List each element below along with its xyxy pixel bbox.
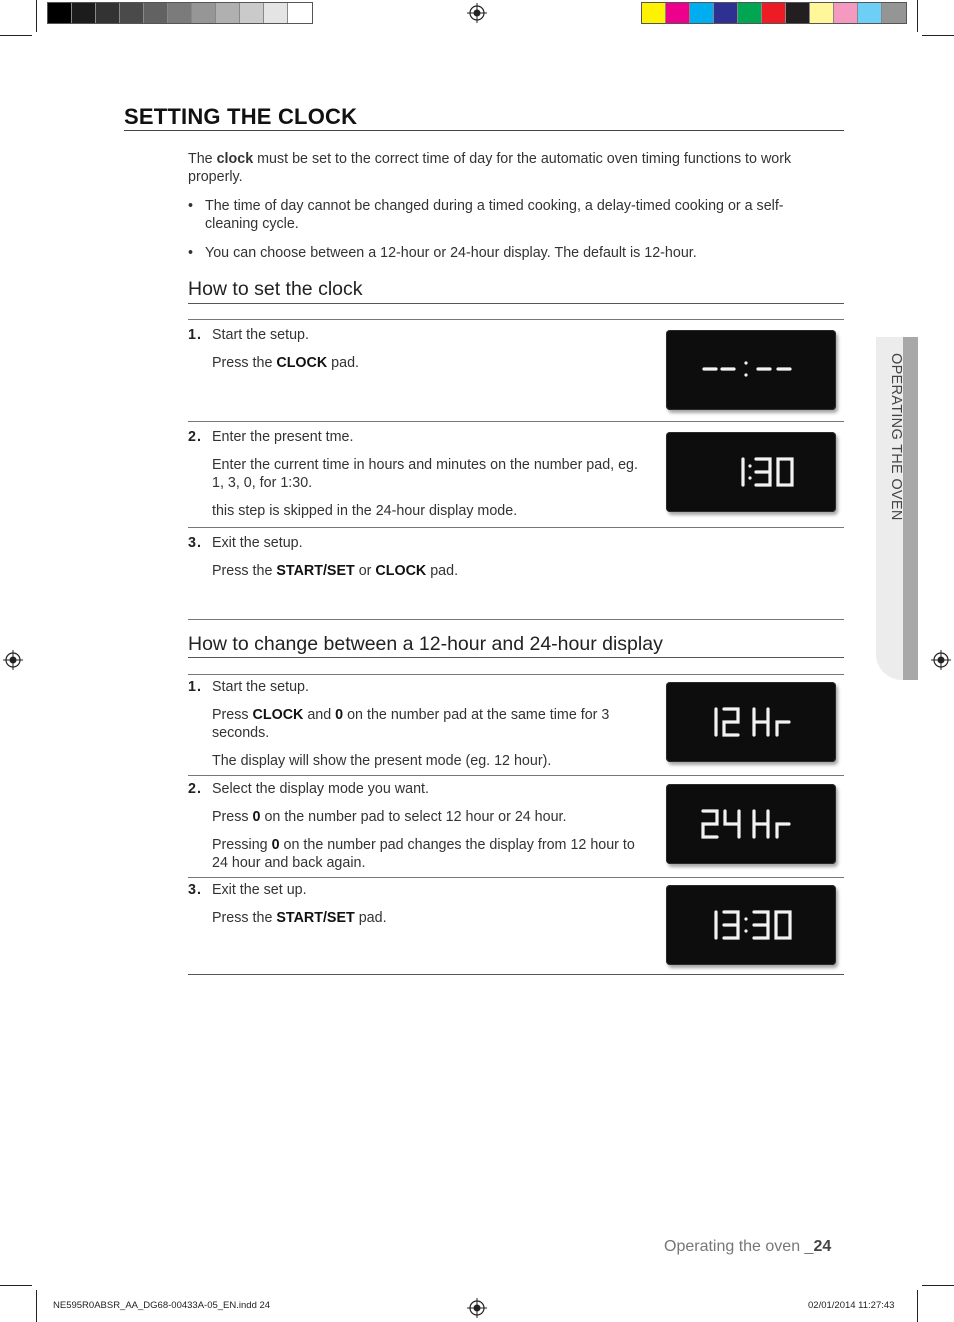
registration-mark-icon	[3, 650, 23, 670]
color-swatch	[642, 3, 666, 23]
color-swatch	[810, 3, 834, 23]
intro-paragraph: The clock must be set to the correct time of day for the automatic oven timing functions to work properly.	[188, 151, 792, 185]
color-swatch	[144, 3, 168, 23]
color-swatch	[666, 3, 690, 23]
step-1-change-display: 1 . Start the setup. Press CLOCK and 0 on the number pad at the same time for 3 seconds. The display will show the present mode (eg. 12 hour).	[188, 679, 610, 769]
registration-mark-icon	[467, 3, 487, 23]
color-swatch	[882, 3, 906, 23]
color-swatch	[786, 3, 810, 23]
section-heading-change-display: How to change between a 12-hour and 24-hour display	[188, 633, 663, 655]
section-rule	[188, 303, 844, 304]
color-swatch	[264, 3, 288, 23]
process-color-bar	[641, 2, 907, 24]
crop-mark	[917, 0, 918, 32]
chapter-side-tab-label: OPERATING THE OVEN	[888, 353, 904, 521]
title-rule	[124, 130, 844, 131]
color-swatch	[120, 3, 144, 23]
crop-mark	[922, 35, 954, 36]
step-divider	[188, 421, 844, 422]
page-title: SETTING THE CLOCK	[124, 104, 358, 129]
step-divider	[188, 775, 844, 776]
oven-display-13-30	[666, 885, 836, 965]
crop-mark	[922, 1285, 954, 1286]
page-footer: Operating the oven _24	[664, 1238, 832, 1255]
step-2-change-display: 2 . Select the display mode you want. Press 0 on the number pad to select 12 hour or 24 hour. Pressing 0 on the number pad changes the display from 12 hour to 24 hour and back again.	[188, 781, 635, 871]
bullet-item: • The time of day cannot be changed during a timed cooking, a delay-timed cooking or a self-cleaning cycle.	[188, 198, 784, 232]
crop-mark	[0, 1285, 32, 1286]
section-rule	[188, 657, 844, 658]
step-2-set-clock: 2 . Enter the present tme. Enter the current time in hours and minutes on the number pad, eg. 1, 3, 0, for 1:30. this step is skipped in the 24-hour display mode.	[188, 429, 638, 519]
color-swatch	[216, 3, 240, 23]
step-divider	[188, 674, 844, 675]
page-number: 24	[813, 1238, 832, 1255]
color-swatch	[168, 3, 192, 23]
color-swatch	[288, 3, 312, 23]
crop-mark	[36, 0, 37, 32]
color-swatch	[96, 3, 120, 23]
color-swatch	[858, 3, 882, 23]
step-1-set-clock: 1 . Start the setup. Press the CLOCK pad.	[188, 327, 360, 371]
oven-display-12hr	[666, 682, 836, 762]
color-swatch	[834, 3, 858, 23]
oven-display-1-30	[666, 432, 836, 512]
chapter-side-tab-edge	[903, 337, 918, 680]
print-slug-file: NE595R0ABSR_AA_DG68-00433A-05_EN.indd 24	[53, 1300, 271, 1311]
registration-mark-icon	[467, 1298, 487, 1318]
step-divider	[188, 877, 844, 878]
bullet-item: • You can choose between a 12-hour or 24-hour display. The default is 12-hour.	[188, 245, 697, 261]
color-swatch	[72, 3, 96, 23]
registration-mark-icon	[931, 650, 951, 670]
color-swatch	[738, 3, 762, 23]
crop-mark	[0, 35, 32, 36]
step-3-set-clock: 3 . Exit the setup. Press the START/SET or CLOCK pad.	[188, 535, 459, 579]
crop-mark	[917, 1290, 918, 1322]
crop-mark	[36, 1290, 37, 1322]
oven-display-24hr	[666, 784, 836, 864]
color-swatch	[192, 3, 216, 23]
print-slug-date: 02/01/2014 11:27:43	[808, 1300, 895, 1311]
step-divider	[188, 619, 844, 620]
gray-color-bar	[47, 2, 313, 24]
section-heading-set-clock: How to set the clock	[188, 278, 363, 300]
color-swatch	[762, 3, 786, 23]
color-swatch	[690, 3, 714, 23]
color-swatch	[714, 3, 738, 23]
step-divider	[188, 527, 844, 528]
step-divider	[188, 319, 844, 320]
oven-display-dashes	[666, 330, 836, 410]
color-swatch	[48, 3, 72, 23]
color-swatch	[240, 3, 264, 23]
section-end-rule	[188, 974, 844, 975]
step-3-change-display: 3 . Exit the set up. Press the START/SET pad.	[188, 882, 387, 926]
